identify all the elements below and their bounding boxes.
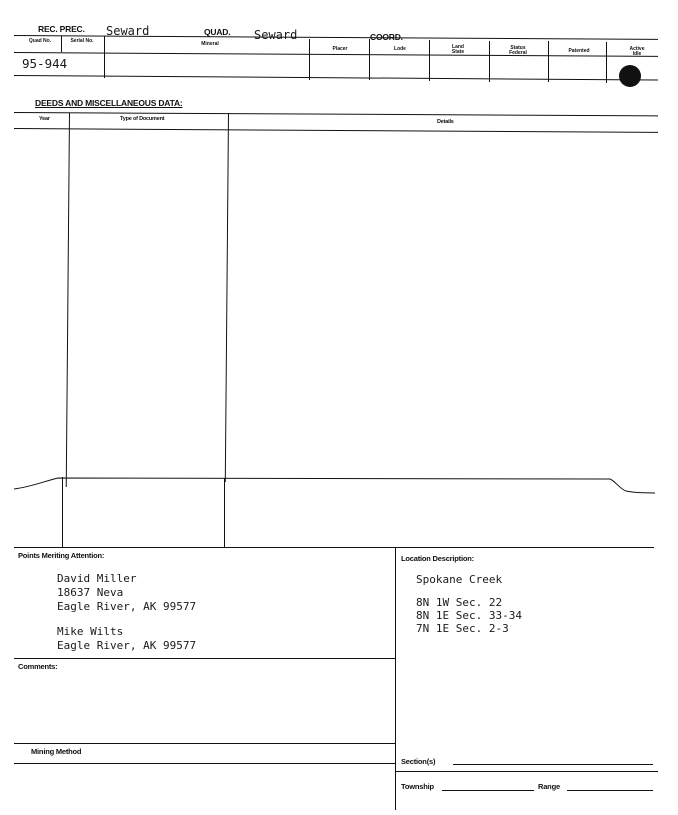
col-divider xyxy=(369,39,370,80)
comments-rule xyxy=(14,658,395,659)
header-bottom-rule xyxy=(14,75,658,80)
quad-label: QUAD. xyxy=(204,27,231,37)
rec-prec-value: Seward xyxy=(106,24,150,38)
col-divider xyxy=(104,36,105,78)
ink-divider-line xyxy=(0,465,678,505)
points-line-5: Eagle River, AK 99577 xyxy=(57,639,197,652)
sections-field-line xyxy=(453,764,653,765)
township-label: Township xyxy=(401,782,434,791)
col-divider xyxy=(309,39,310,80)
location-name: Spokane Creek xyxy=(416,573,503,586)
serial-number: 95-944 xyxy=(22,56,68,71)
mining-method-bottom-rule xyxy=(14,763,395,764)
col-divider xyxy=(429,40,430,81)
col-active-idle: Active Idle xyxy=(629,46,645,57)
deeds-divider-year xyxy=(66,113,70,487)
range-label: Range xyxy=(538,782,560,791)
township-field-line xyxy=(442,790,534,791)
points-label: Points Meriting Attention: xyxy=(18,551,105,560)
location-line-2: 8N 1E Sec. 33-34 xyxy=(416,609,522,622)
mining-method-label: Mining Method xyxy=(31,747,82,756)
deeds-col-details: Details xyxy=(437,119,454,125)
deeds-col-type: Type of Document xyxy=(120,116,165,122)
location-line-1: 8N 1W Sec. 22 xyxy=(416,596,503,609)
col-lode: Lode xyxy=(394,46,406,52)
col-divider xyxy=(548,41,549,82)
coord-label: COORD. xyxy=(370,32,403,42)
deeds-col-year: Year xyxy=(39,116,50,122)
col-divider xyxy=(606,42,607,83)
col-land-state: Land State xyxy=(451,44,465,55)
col-patented: Patented xyxy=(568,48,590,54)
points-line-1: David Miller xyxy=(57,572,137,585)
col-status-federal: Status Federal xyxy=(509,45,527,56)
deeds-divider-type xyxy=(225,113,229,482)
comments-label: Comments: xyxy=(18,662,58,671)
sections-label: Section(s) xyxy=(401,757,436,766)
deeds-header-rule xyxy=(14,128,658,133)
quad-value: Seward xyxy=(254,28,298,42)
deeds-bottom-rule xyxy=(14,547,654,548)
points-line-2: 18637 Neva xyxy=(57,586,124,599)
mining-method-rule xyxy=(14,743,395,744)
township-top-rule xyxy=(396,771,658,772)
col-placer: Placer xyxy=(332,46,348,52)
range-field-line xyxy=(567,790,653,791)
points-line-3: Eagle River, AK 99577 xyxy=(57,600,197,613)
deeds-title: DEEDS AND MISCELLANEOUS DATA: xyxy=(35,98,183,108)
col-divider xyxy=(489,41,490,82)
col-divider xyxy=(61,36,62,52)
active-status-dot xyxy=(619,65,641,87)
location-label: Location Description: xyxy=(401,554,474,563)
rec-prec-label: REC. PREC. xyxy=(38,24,85,34)
points-line-4: Mike Wilts xyxy=(57,625,124,638)
col-quad-no: Quad No. xyxy=(28,38,52,44)
deeds-top-rule xyxy=(14,112,658,116)
col-serial-no: Serial No. xyxy=(70,38,94,44)
location-line-3: 7N 1E Sec. 2-3 xyxy=(416,622,509,635)
col-mineral: Mineral xyxy=(201,41,219,47)
